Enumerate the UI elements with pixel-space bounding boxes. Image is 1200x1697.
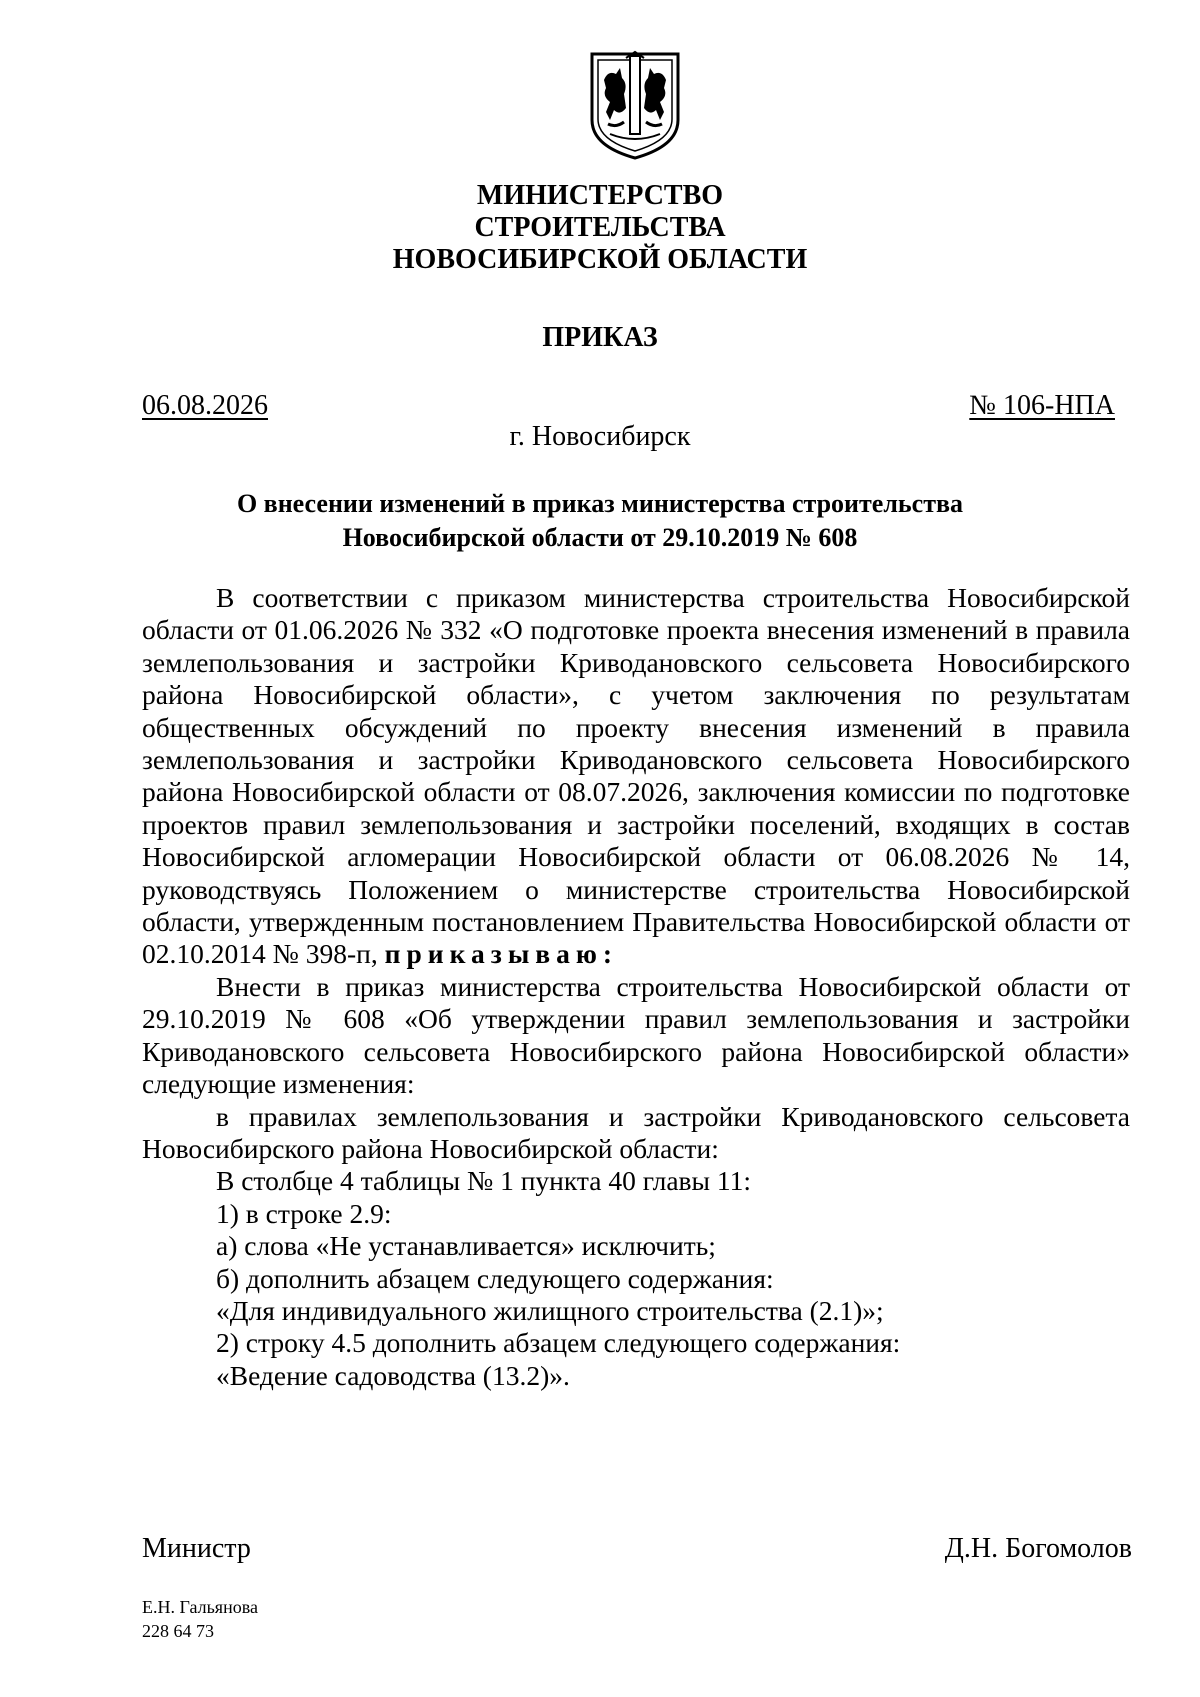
order-keyword: приказываю: bbox=[384, 938, 619, 970]
document-subject bbox=[0, 487, 1200, 555]
document-date: 06.08.2026 bbox=[142, 390, 268, 421]
subject-line-1: О внесении изменений в приказ министерства строительства bbox=[236, 489, 964, 518]
body-paragraph: Внести в приказ министерства строительства Новосибирской области от 29.10.2019 № 608 «Об утверждении правил землепользования и застройки Криводановского сельсовета Новосибирского района Новосибирской области» следующие изменения: bbox=[142, 970, 1130, 1100]
body-paragraph: а) слова «Не устанавливается» исключить; bbox=[216, 1230, 716, 1262]
ministry-name-line-3: НОВОСИБИРСКОЙ ОБЛАСТИ bbox=[392, 244, 808, 275]
body-paragraph: в правилах землепользования и застройки Криводановского сельсовета Новосибирского района Новосибирской области: bbox=[142, 1100, 1130, 1164]
executor-phone: 228 64 73 bbox=[142, 1621, 214, 1641]
body-paragraph: В столбце 4 таблицы № 1 пункта 40 главы 11: bbox=[216, 1165, 751, 1197]
body-paragraph: 2) строку 4.5 дополнить абзацем следующего содержания: bbox=[216, 1327, 901, 1359]
preamble-text: В соответствии с приказом министерства строительства Новосибирской области от 01.06.2026 № 332 «О подготовке проекта внесения изменений в правила землепользования и застройки Криводановского сельсовета Новосибирского района Новосибирской области», с учетом заключения по результатам общественных обсуждений по проекту внесения изменений в правила землепользования и застройки Криводановского сельсовета Новосибирского района Новосибирской области от 08.07.2026, заключения комиссии по подготовке проектов правил землепользования и застройки поселений, входящих в состав Новосибирской агломерации Новосибирской области от 06.08.2026 № 14, руководствуясь Положением о министерстве строительства Новосибирской области, утвержденным постановлением Правительства Новосибирской области от 02.10.2014 № 398-п, bbox=[142, 582, 1130, 970]
document-type: ПРИКАЗ bbox=[542, 322, 658, 353]
body-paragraph: «Для индивидуального жилищного строительства (2.1)»; bbox=[216, 1294, 884, 1326]
ministry-name-line-1: МИНИСТЕРСТВО bbox=[476, 180, 724, 211]
ministry-name-line-2: СТРОИТЕЛЬСТВА bbox=[474, 212, 726, 243]
subject-line-2: Новосибирской области от 29.10.2019 № 608 bbox=[342, 523, 858, 552]
body-paragraph: б) дополнить абзацем следующего содержания: bbox=[216, 1262, 774, 1294]
body-paragraph: 1) в строке 2.9: bbox=[216, 1197, 392, 1229]
document-body bbox=[142, 582, 1130, 1392]
coat-of-arms-icon bbox=[588, 50, 682, 162]
document-number: № 106-НПА bbox=[969, 390, 1115, 421]
body-paragraph: «Ведение садоводства (13.2)». bbox=[216, 1359, 570, 1391]
preamble-paragraph bbox=[142, 582, 1130, 971]
signer-name: Д.Н. Богомолов bbox=[944, 1533, 1132, 1564]
executor-block bbox=[142, 1595, 258, 1643]
signer-role: Министр bbox=[142, 1533, 251, 1564]
document-city: г. Новосибирск bbox=[509, 421, 691, 452]
executor-name: Е.Н. Гальянова bbox=[142, 1597, 258, 1617]
